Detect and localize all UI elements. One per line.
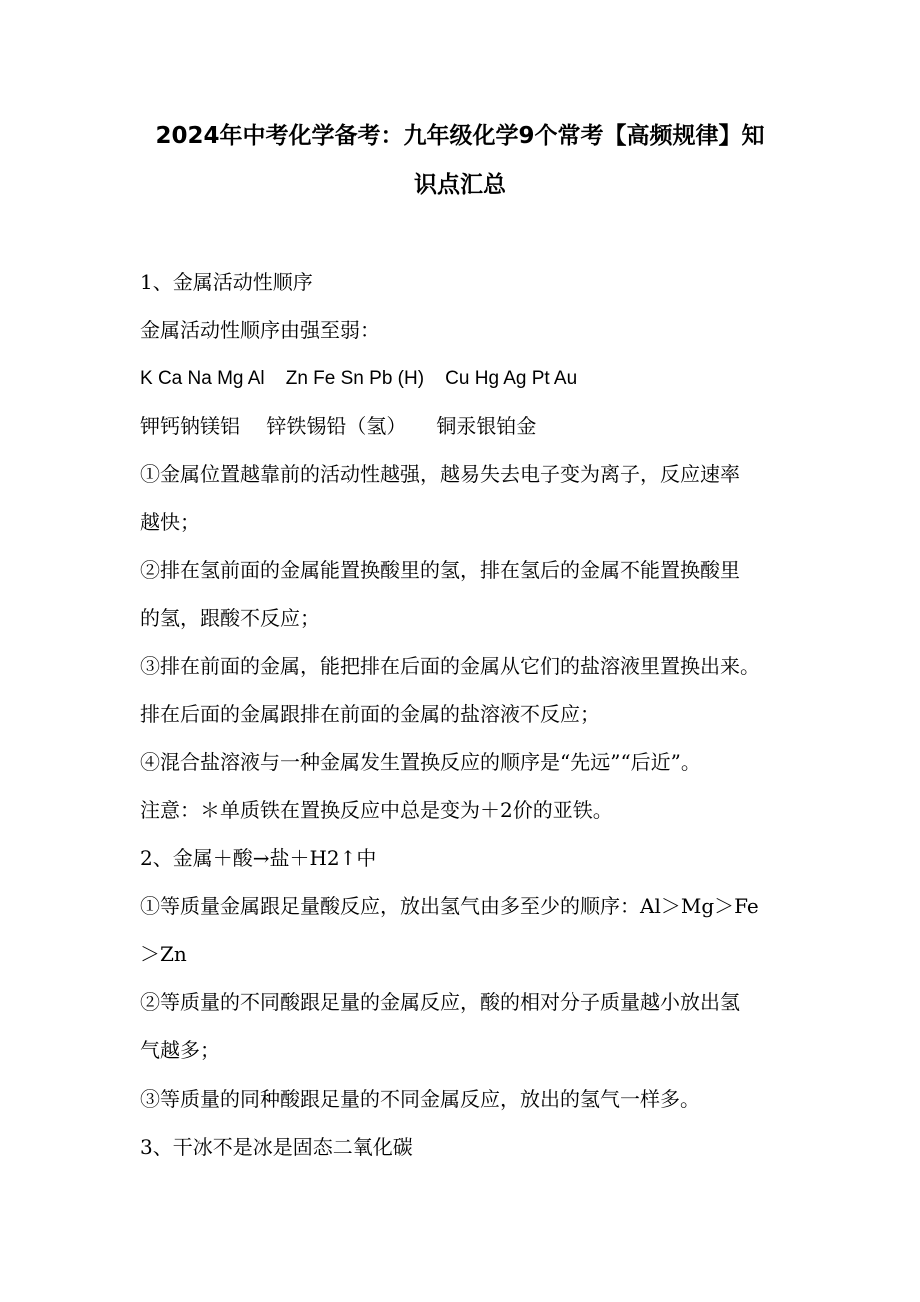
paragraph-line: 的氢，跟酸不反应； xyxy=(140,606,320,630)
paragraph-line: 气越多； xyxy=(140,1038,220,1062)
paragraph-line: ③排在前面的金属，能把排在后面的金属从它们的盐溶液里置换出来。 xyxy=(140,654,760,678)
section-heading-metal-activity: 1、金属活动性顺序 xyxy=(140,270,313,294)
note-line: 注意：＊单质铁在置换反应中总是变为＋2价的亚铁。 xyxy=(140,798,613,822)
paragraph-line: ＞Zn xyxy=(140,942,187,966)
paragraph-line: 排在后面的金属跟排在前面的金属的盐溶液不反应； xyxy=(140,702,600,726)
paragraph-line: ①等质量金属跟足量酸反应，放出氢气由多至少的顺序：Al＞Mg＞Fe xyxy=(140,894,759,918)
element-symbols-series: K Ca Na Mg Al Zn Fe Sn Pb (H) Cu Hg Ag Pt Au xyxy=(140,368,578,389)
paragraph-line: 越快； xyxy=(140,510,200,534)
paragraph-line: 金属活动性顺序由强至弱： xyxy=(140,318,380,342)
paragraph-line: ②排在氢前面的金属能置换酸里的氢，排在氢后的金属不能置换酸里 xyxy=(140,558,740,582)
paragraph-line: ①金属位置越靠前的活动性越强，越易失去电子变为离子，反应速率 xyxy=(140,462,740,486)
section-heading-dry-ice: 3、干冰不是冰是固态二氧化碳 xyxy=(140,1135,413,1159)
document-title-line-1: 2024年中考化学备考：九年级化学9个常考【高频规律】知 xyxy=(155,123,765,149)
paragraph-line: ④混合盐溶液与一种金属发生置换反应的顺序是“先远”“后近”。 xyxy=(140,750,701,774)
element-names-series: 钾钙钠镁铝 锌铁锡铅（氢） 铜汞银铂金 xyxy=(140,414,537,438)
section-heading-metal-acid: 2、金属＋酸→盐＋H2↑中 xyxy=(140,846,377,870)
document-title-line-2: 识点汇总 xyxy=(414,172,506,198)
paragraph-line: ②等质量的不同酸跟足量的金属反应，酸的相对分子质量越小放出氢 xyxy=(140,990,740,1014)
paragraph-line: ③等质量的同种酸跟足量的不同金属反应，放出的氢气一样多。 xyxy=(140,1087,700,1111)
